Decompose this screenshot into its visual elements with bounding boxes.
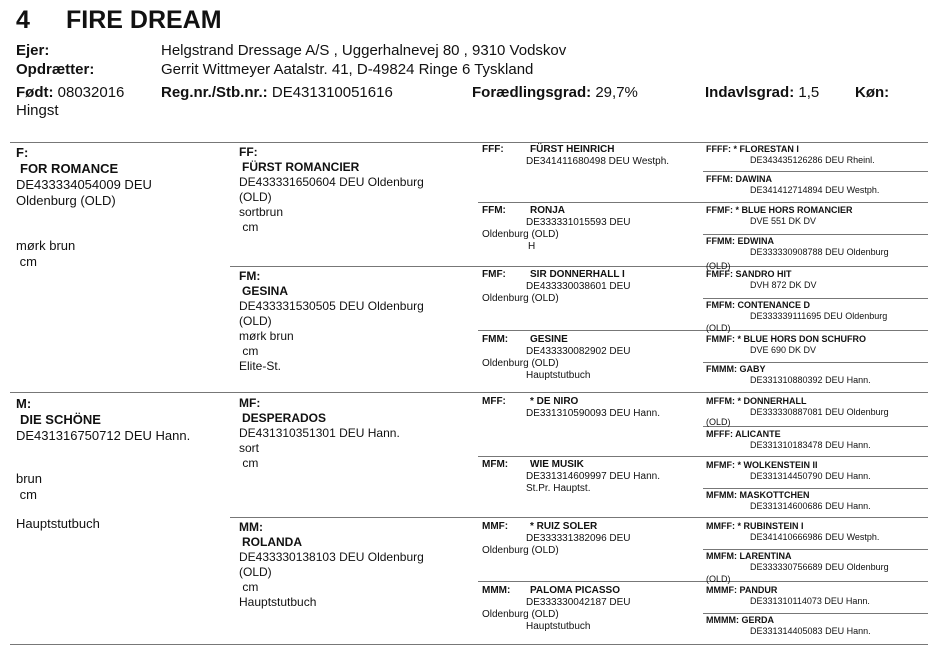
- breeding-value: 29,7%: [595, 84, 638, 101]
- dam-reg: DE431316750712 DEU Hann.: [16, 428, 191, 443]
- gen3-mfm-block: [482, 459, 702, 495]
- gen4-mmfm-block: [706, 551, 889, 585]
- fff-reg: DE341411680498 DEU Westph.: [526, 156, 670, 167]
- mmm-reg: DE333330042187 DEU: [526, 597, 631, 608]
- ff-label: FF:: [239, 145, 258, 159]
- fff-label: FFF:: [482, 144, 504, 155]
- mfmf-name: * WOLKENSTEIN II: [737, 460, 818, 470]
- gen4-ffff-block: [706, 144, 875, 166]
- reg-value: DE431310051616: [271, 84, 393, 101]
- mfm-extra: St.Pr. Hauptst.: [526, 483, 591, 494]
- ffff-reg: DE343435126286 DEU Rheinl.: [750, 155, 875, 165]
- sire-color: mørk brun: [16, 238, 76, 253]
- fm-reg2: (OLD): [239, 314, 272, 328]
- mfmf-label: MFMF:: [706, 460, 735, 470]
- gen3-divider-1: [478, 202, 928, 203]
- gen4-ffmm-block: [706, 236, 889, 272]
- fmff-reg: DVH 872 DK DV: [750, 280, 817, 290]
- fff-name: FÜRST HEINRICH: [530, 144, 615, 155]
- gen4-mffm-block: [706, 429, 871, 451]
- fmf-name: SIR DONNERHALL I: [530, 269, 625, 280]
- breeder-label: Opdrætter:: [16, 61, 95, 78]
- fmfm-reg: DE333339111695 DEU Oldenburg: [750, 311, 888, 321]
- horse-name: FIRE DREAM: [66, 6, 222, 34]
- mmff-label: MMFF:: [706, 521, 735, 531]
- born-field: [16, 84, 124, 101]
- gen3-divider-3: [478, 456, 928, 457]
- breeding-label: Forædlingsgrad:: [472, 84, 592, 101]
- fffm-name: DAWINA: [735, 174, 773, 184]
- fmfm-reg2: (OLD): [706, 323, 731, 333]
- fmff-name: SANDRO HIT: [735, 269, 792, 279]
- mmf-name: * RUIZ SOLER: [530, 521, 598, 532]
- ffmm-reg: DE333330908788 DEU Oldenburg: [750, 247, 889, 257]
- mff-reg: DE331310590093 DEU Hann.: [526, 408, 660, 419]
- dam-name: DIE SCHÖNE: [20, 412, 101, 427]
- mfff-name: * DONNERHALL: [737, 396, 807, 406]
- dam-studbook: Hauptstutbuch: [16, 516, 100, 531]
- mm-studbook: Hauptstutbuch: [239, 595, 317, 609]
- mmm-label: MMM:: [482, 585, 511, 596]
- owner-label: Ejer:: [16, 42, 50, 59]
- gen4-divider-2: [703, 234, 928, 235]
- ffm-label: FFM:: [482, 205, 506, 216]
- gen4-mmmf-block: [706, 585, 870, 607]
- gen4-mmff-block: [706, 521, 879, 543]
- mmmm-reg: DE331314405083 DEU Hann.: [750, 626, 871, 636]
- ffm-extra: H: [528, 241, 536, 252]
- gen4-fmmf-block: [706, 334, 866, 356]
- mfmm-reg: DE331314600686 DEU Hann.: [750, 501, 871, 511]
- pedigree-bottom-divider: [10, 644, 928, 645]
- inbreeding-field: [705, 84, 819, 101]
- fmff-label: FMFF:: [706, 269, 733, 279]
- mmf-reg2: Oldenburg (OLD): [482, 545, 559, 556]
- fmmm-reg: DE331310880392 DEU Hann.: [750, 375, 871, 385]
- gen3-fff-block: [482, 144, 702, 168]
- gen2-divider-m: [230, 517, 928, 518]
- ffm-name: RONJA: [530, 205, 566, 216]
- pedigree-mid-divider: [10, 392, 928, 393]
- sire-height: cm: [16, 254, 37, 269]
- mff-name: * DE NIRO: [530, 396, 579, 407]
- fmm-reg2: Oldenburg (OLD): [482, 358, 559, 369]
- fmm-name: GESINE: [530, 334, 568, 345]
- mmm-reg2: Oldenburg (OLD): [482, 609, 559, 620]
- sire-reg-studbook: Oldenburg (OLD): [16, 193, 116, 208]
- mm-reg: DE433330138103 DEU Oldenburg: [239, 550, 424, 564]
- gen4-ffmf-block: [706, 205, 853, 227]
- mmm-extra: Hauptstutbuch: [526, 621, 591, 632]
- gen2-mm-block: [239, 520, 424, 610]
- fmf-reg: DE433330038601 DEU: [526, 281, 631, 292]
- fm-reg: DE433331530505 DEU Oldenburg: [239, 299, 424, 313]
- reg-field: [161, 84, 393, 101]
- gen4-mfff-block: [706, 396, 889, 428]
- sire-name: FOR ROMANCE: [20, 161, 119, 176]
- mmm-name: PALOMA PICASSO: [530, 585, 621, 596]
- gen3-mmf-block: [482, 521, 702, 557]
- mf-color: sort: [239, 441, 260, 455]
- inbreeding-label: Indavlsgrad:: [705, 84, 795, 101]
- ffmm-reg2: (OLD): [706, 261, 731, 271]
- mmf-label: MMF:: [482, 521, 509, 532]
- ffmm-label: FFMM:: [706, 236, 735, 246]
- fffm-reg: DE341412714894 DEU Westph.: [750, 185, 880, 195]
- breeding-field: [472, 84, 638, 101]
- sire-block: [16, 145, 152, 270]
- gen4-divider-8: [703, 613, 928, 614]
- ffmf-reg: DVE 551 DK DV: [750, 216, 817, 226]
- mmfm-name: LARENTINA: [739, 551, 792, 561]
- mmfm-reg2: (OLD): [706, 574, 731, 584]
- pedigree-top-divider: [10, 142, 928, 143]
- gen4-fmmm-block: [706, 364, 871, 386]
- mf-label: MF:: [239, 396, 261, 410]
- mfmm-name: MASKOTTCHEN: [739, 490, 810, 500]
- ffff-label: FFFF:: [706, 144, 731, 154]
- gen3-mmm-block: [482, 585, 702, 633]
- ff-reg2: (OLD): [239, 190, 272, 204]
- mffm-reg: DE331310183478 DEU Hann.: [750, 440, 871, 450]
- gen3-fmm-block: [482, 334, 702, 382]
- gen2-ff-block: [239, 145, 424, 235]
- mmmf-reg: DE331310114073 DEU Hann.: [750, 596, 870, 606]
- dam-color: brun: [16, 471, 43, 486]
- reg-label: Reg.nr./Stb.nr.:: [161, 84, 268, 101]
- mmmf-label: MMMF:: [706, 585, 737, 595]
- gen4-mfmf-block: [706, 460, 871, 482]
- owner-value: Helgstrand Dressage A/S , Uggerhalnevej 80 , 9310 Vodskov: [161, 42, 567, 59]
- gen3-mff-block: [482, 396, 702, 420]
- mm-height: cm: [239, 580, 259, 594]
- mm-name: ROLANDA: [242, 535, 302, 549]
- mfff-reg2: (OLD): [706, 417, 731, 427]
- fmmf-reg: DVE 690 DK DV: [750, 345, 817, 355]
- mmff-reg: DE341410666986 DEU Westph.: [750, 532, 880, 542]
- mmmm-name: GERDA: [741, 615, 775, 625]
- fmm-reg: DE433330082902 DEU: [526, 346, 631, 357]
- mfmm-label: MFMM:: [706, 490, 737, 500]
- gen4-divider-4: [703, 362, 928, 363]
- fmf-label: FMF:: [482, 269, 506, 280]
- gen3-fmf-block: [482, 269, 702, 305]
- fm-label: FM:: [239, 269, 261, 283]
- mmfm-label: MMFM:: [706, 551, 737, 561]
- fmf-reg2: Oldenburg (OLD): [482, 293, 559, 304]
- dam-label: M:: [16, 396, 32, 411]
- gen4-divider-6: [703, 488, 928, 489]
- fmfm-label: FMFM:: [706, 300, 735, 310]
- ffmf-name: * BLUE HORS ROMANCIER: [735, 205, 853, 215]
- catalog-number: 4: [16, 6, 30, 34]
- gen4-fmff-block: [706, 269, 817, 291]
- mfm-label: MFM:: [482, 459, 509, 470]
- mfm-name: WIE MUSIK: [530, 459, 584, 470]
- breeder-value: Gerrit Wittmeyer Aatalstr. 41, D-49824 Ringe 6 Tyskland: [161, 61, 534, 78]
- mfm-reg: DE331314609997 DEU Hann.: [526, 471, 660, 482]
- fmmm-name: GABY: [739, 364, 766, 374]
- mfmf-reg: DE331314450790 DEU Hann.: [750, 471, 871, 481]
- ff-height: cm: [239, 220, 259, 234]
- mmmm-label: MMMM:: [706, 615, 739, 625]
- gen4-divider-1: [703, 171, 928, 172]
- fm-studbook: Elite-St.: [239, 359, 282, 373]
- fmmf-name: * BLUE HORS DON SCHUFRO: [737, 334, 867, 344]
- gen4-fffm-block: [706, 174, 879, 196]
- ff-reg: DE433331650604 DEU Oldenburg: [239, 175, 424, 189]
- fm-height: cm: [239, 344, 259, 358]
- ff-color: sortbrun: [239, 205, 284, 219]
- dam-height: cm: [16, 487, 37, 502]
- mffm-name: ALICANTE: [735, 429, 781, 439]
- mf-reg: DE431310351301 DEU Hann.: [239, 426, 400, 440]
- fmmf-label: FMMF:: [706, 334, 735, 344]
- gen2-fm-block: [239, 269, 424, 374]
- sire-label: F:: [16, 145, 29, 160]
- sex-value: Hingst: [16, 102, 59, 119]
- gen4-mfmm-block: [706, 490, 871, 512]
- mm-reg2: (OLD): [239, 565, 272, 579]
- fmm-label: FMM:: [482, 334, 509, 345]
- ffff-name: * FLORESTAN I: [733, 144, 799, 154]
- ffm-reg: DE333331015593 DEU: [526, 217, 631, 228]
- fm-color: mørk brun: [239, 329, 294, 343]
- mmf-reg: DE333331382096 DEU: [526, 533, 631, 544]
- ff-name: FÜRST ROMANCIER: [242, 160, 360, 174]
- sex-label: Køn:: [855, 84, 890, 101]
- fmm-extra: Hauptstutbuch: [526, 370, 591, 381]
- dam-block: [16, 396, 190, 532]
- gen3-ffm-block: [482, 205, 702, 253]
- mmmf-name: PANDUR: [739, 585, 778, 595]
- gen4-mmmm-block: [706, 615, 871, 637]
- sire-reg: DE433334054009 DEU: [16, 177, 152, 192]
- mfff-reg: DE333330887081 DEU Oldenburg: [750, 407, 889, 417]
- gen4-divider-3: [703, 298, 928, 299]
- inbreeding-value: 1,5: [798, 84, 820, 101]
- gen4-divider-7: [703, 549, 928, 550]
- mf-name: DESPERADOS: [242, 411, 327, 425]
- fffm-label: FFFM:: [706, 174, 733, 184]
- mffm-label: MFFF:: [706, 429, 733, 439]
- mmfm-reg: DE333330756689 DEU Oldenburg: [750, 562, 889, 572]
- born-label: Født:: [16, 84, 54, 101]
- mm-label: MM:: [239, 520, 263, 534]
- fmmm-label: FMMM:: [706, 364, 737, 374]
- fmfm-name: CONTENANCE D: [737, 300, 811, 310]
- fm-name: GESINA: [242, 284, 289, 298]
- mff-label: MFF:: [482, 396, 506, 407]
- ffmf-label: FFMF:: [706, 205, 733, 215]
- ffm-reg2: Oldenburg (OLD): [482, 229, 559, 240]
- mf-height: cm: [239, 456, 259, 470]
- gen2-mf-block: [239, 396, 400, 471]
- mmff-name: * RUBINSTEIN I: [737, 521, 804, 531]
- mfff-label: MFFM:: [706, 396, 735, 406]
- ffmm-name: EDWINA: [737, 236, 775, 246]
- gen4-fmfm-block: [706, 300, 887, 334]
- born-value: 08032016: [57, 84, 125, 101]
